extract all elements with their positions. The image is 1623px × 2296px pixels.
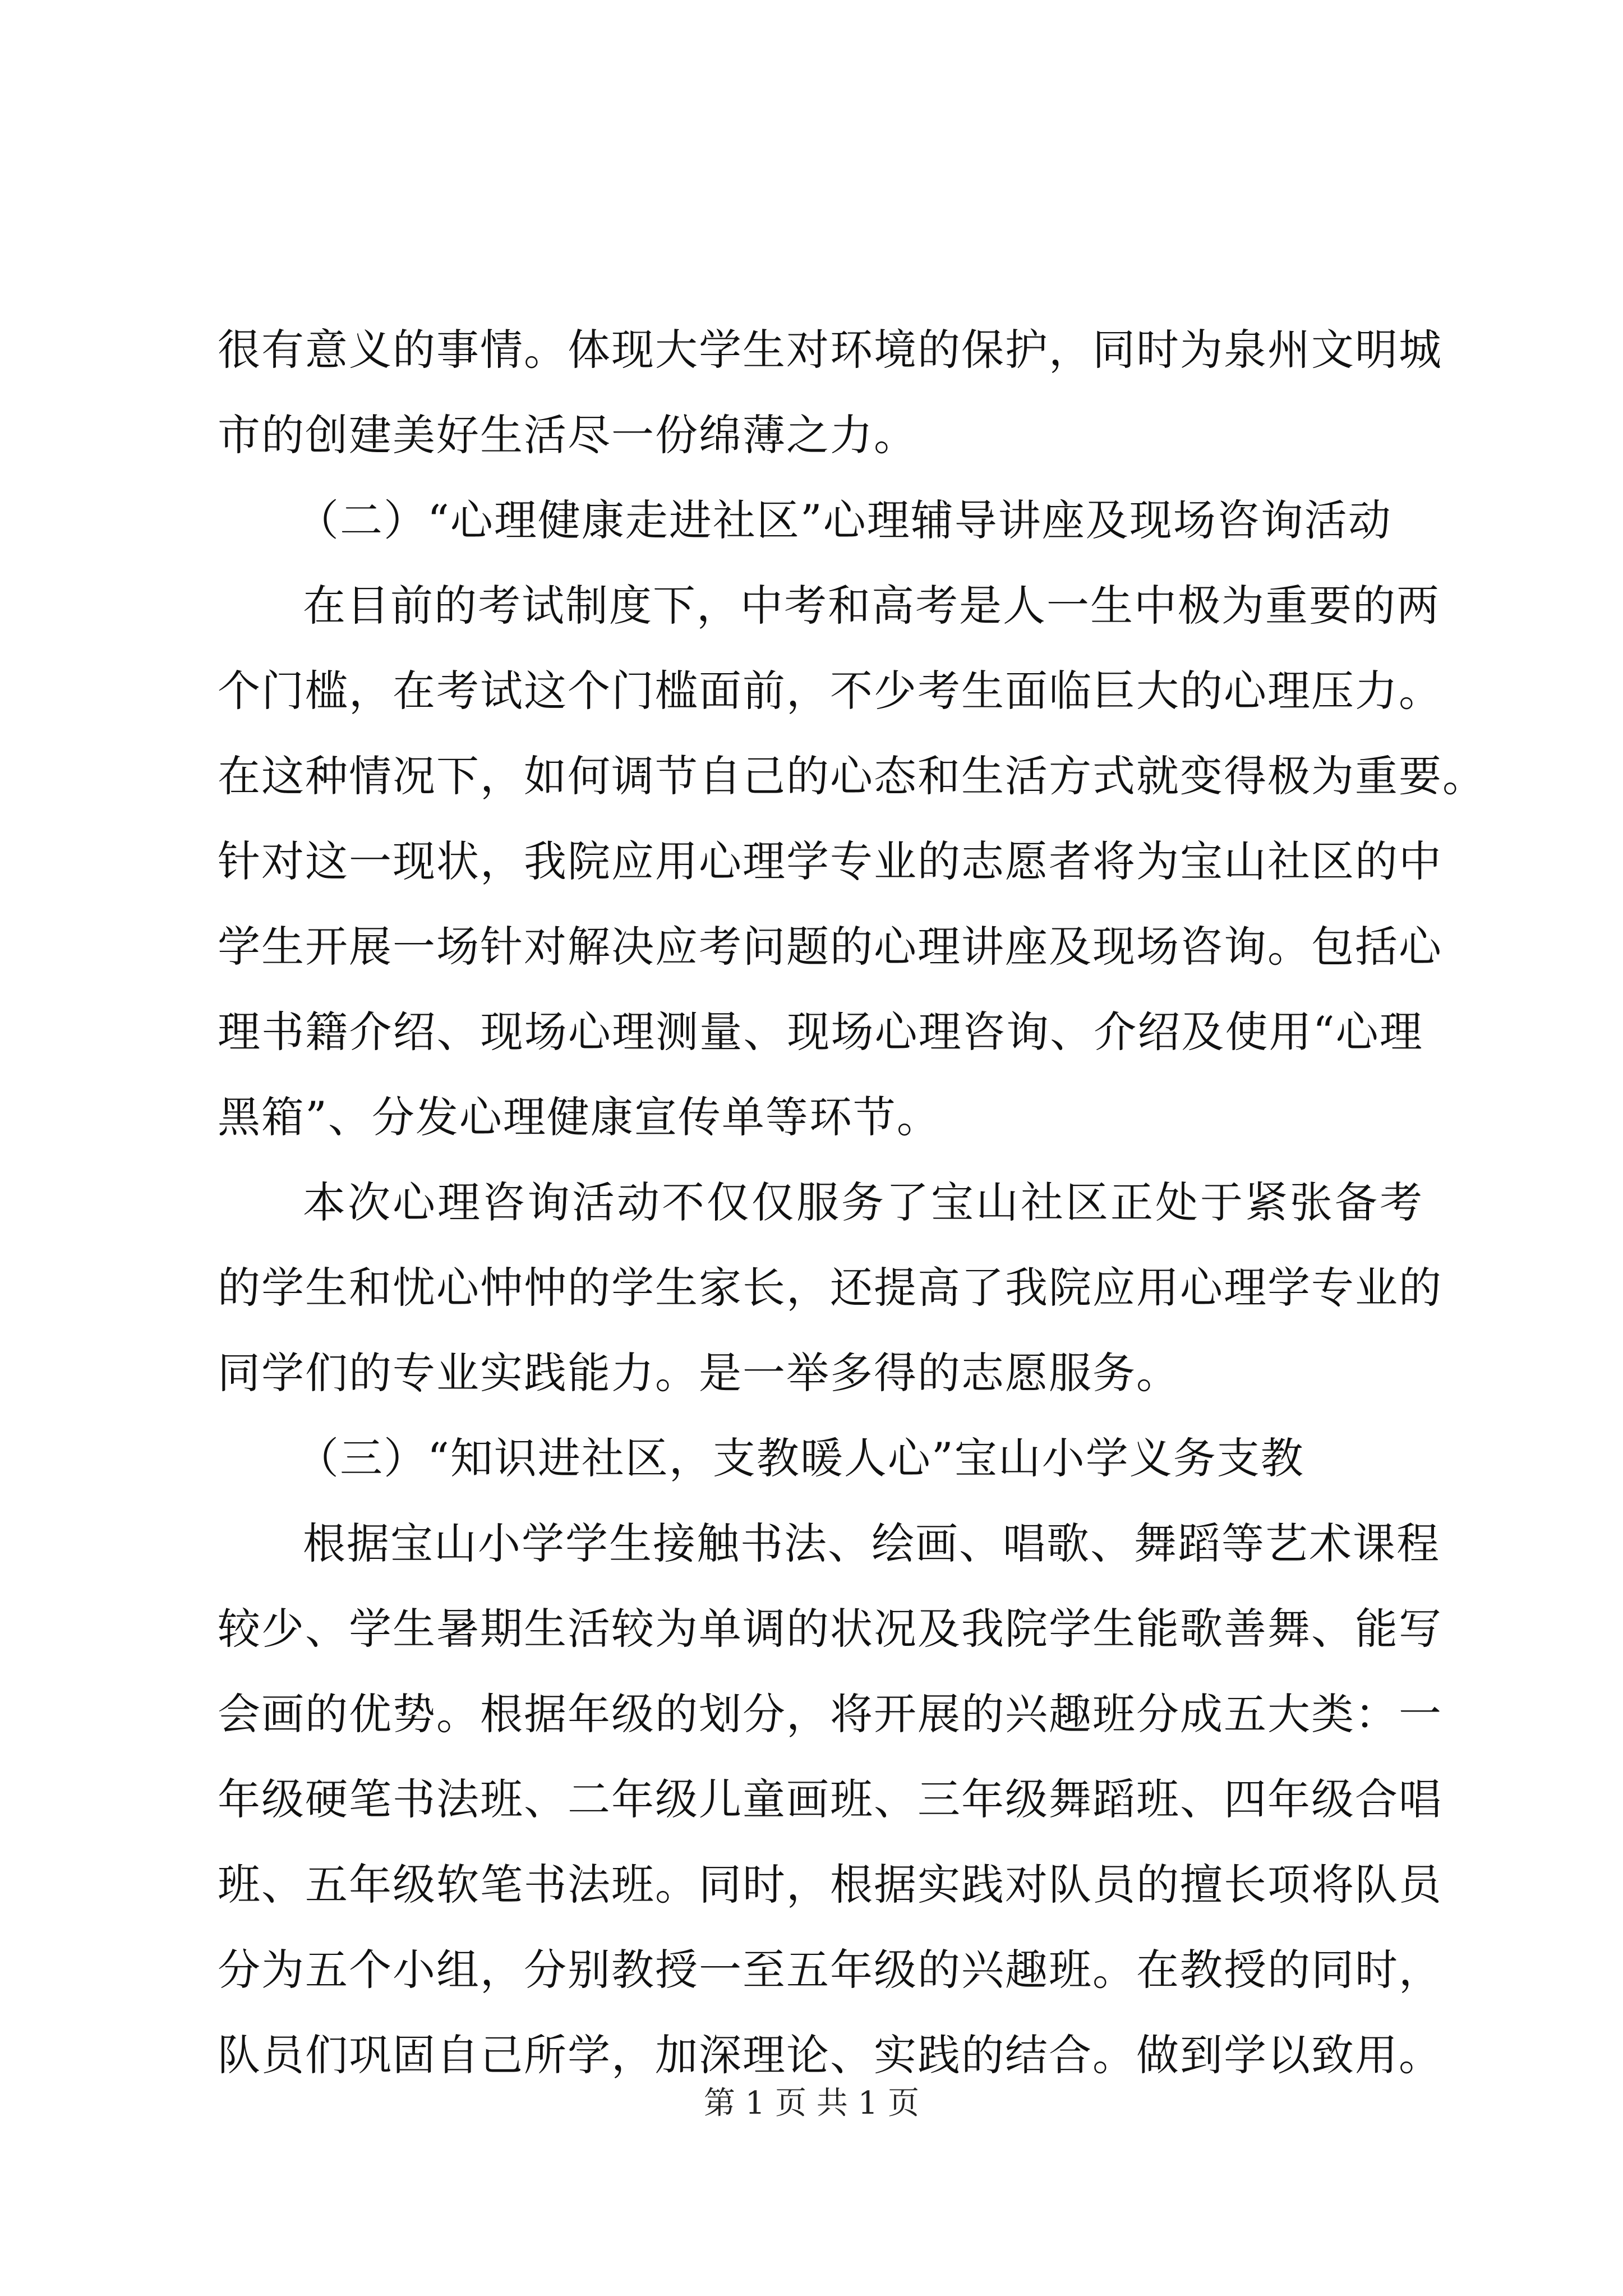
text-line: （三）“知识进社区，支教暖人心”宝山小学义务支教 xyxy=(296,1433,1304,1483)
text-line: 会 画 的 优 势 。 根 据 年 级 的 划 分 ， 将 开 展 的 兴 趣 班 分 成 五 大 类 ： 一 xyxy=(218,1689,1442,1739)
text-line: 在 这 种 情 况 下 ， 如 何 调 节 自 己 的 心 态 和 生 活 方 式 就 变 得 极 为 重 要 。 xyxy=(218,751,1486,801)
text-line: 理 书 籍 介 绍 、 现 场 心 理 测 量 、 现 场 心 理 咨 询 、 介 绍 及 使 用 “ 心 理 xyxy=(218,1007,1423,1057)
text-line: （二）“心理健康走进社区”心理辅导讲座及现场咨询活动 xyxy=(296,495,1392,545)
page-footer: 第 1 页 共 1 页 xyxy=(703,2085,920,2122)
text-line: 年 级 硬 笔 书 法 班 、 二 年 级 儿 童 画 班 、 三 年 级 舞 蹈 班 、 四 年 级 合 唱 xyxy=(218,1774,1442,1824)
text-line: 市的创建美好生活尽一份绵薄之力。 xyxy=(218,410,917,460)
text-line: 队 员 们 巩 固 自 己 所 学 ， 加 深 理 论 、 实 践 的 结 合 。 做 到 学 以 致 用 。 xyxy=(218,2030,1442,2080)
text-line: 黑箱”、分发心理健康宣传单等环节。 xyxy=(218,1092,940,1142)
document-body xyxy=(218,307,1486,2098)
text-line: 学 生 开 展 一 场 针 对 解 决 应 考 问 题 的 心 理 讲 座 及 现 场 咨 询 。 包 括 心 xyxy=(218,922,1442,972)
text-line: 针 对 这 一 现 状 ， 我 院 应 用 心 理 学 专 业 的 志 愿 者 将 为 宝 山 社 区 的 中 xyxy=(218,836,1442,886)
text-line: 个 门 槛 ， 在 考 试 这 个 门 槛 面 前 ， 不 少 考 生 面 临 巨 大 的 心 理 压 力 。 xyxy=(218,666,1442,716)
text-line: 分 为 五 个 小 组 ， 分 别 教 授 一 至 五 年 级 的 兴 趣 班 。 在 教 授 的 同 时 ， xyxy=(218,1945,1442,1995)
text-line: 同学们的专业实践能力。是一举多得的志愿服务。 xyxy=(218,1348,1180,1398)
text-line: 较 少 、 学 生 暑 期 生 活 较 为 单 调 的 状 况 及 我 院 学 生 能 歌 善 舞 、 能 写 xyxy=(218,1604,1442,1654)
text-line: 的 学 生 和 忧 心 忡 忡 的 学 生 家 长 ， 还 提 高 了 我 院 应 用 心 理 学 专 业 的 xyxy=(218,1263,1442,1313)
text-line: 在 目 前 的 考 试 制 度 下 ， 中 考 和 高 考 是 人 一 生 中 极 为 重 要 的 两 xyxy=(303,581,1440,631)
text-line: 很 有 意 义 的 事 情 。 体 现 大 学 生 对 环 境 的 保 护 ， 同 时 为 泉 州 文 明 城 xyxy=(218,325,1442,375)
text-line: 根 据 宝 山 小 学 学 生 接 触 书 法 、 绘 画 、 唱 歌 、 舞 蹈 等 艺 术 课 程 xyxy=(303,1519,1440,1568)
text-line: 本 次 心 理 咨 询 活 动 不 仅 仅 服 务 了 宝 山 社 区 正 处 于 紧 张 备 考 xyxy=(303,1177,1423,1227)
text-line: 班 、 五 年 级 软 笔 书 法 班 。 同 时 ， 根 据 实 践 对 队 员 的 擅 长 项 将 队 员 xyxy=(218,1860,1442,1910)
